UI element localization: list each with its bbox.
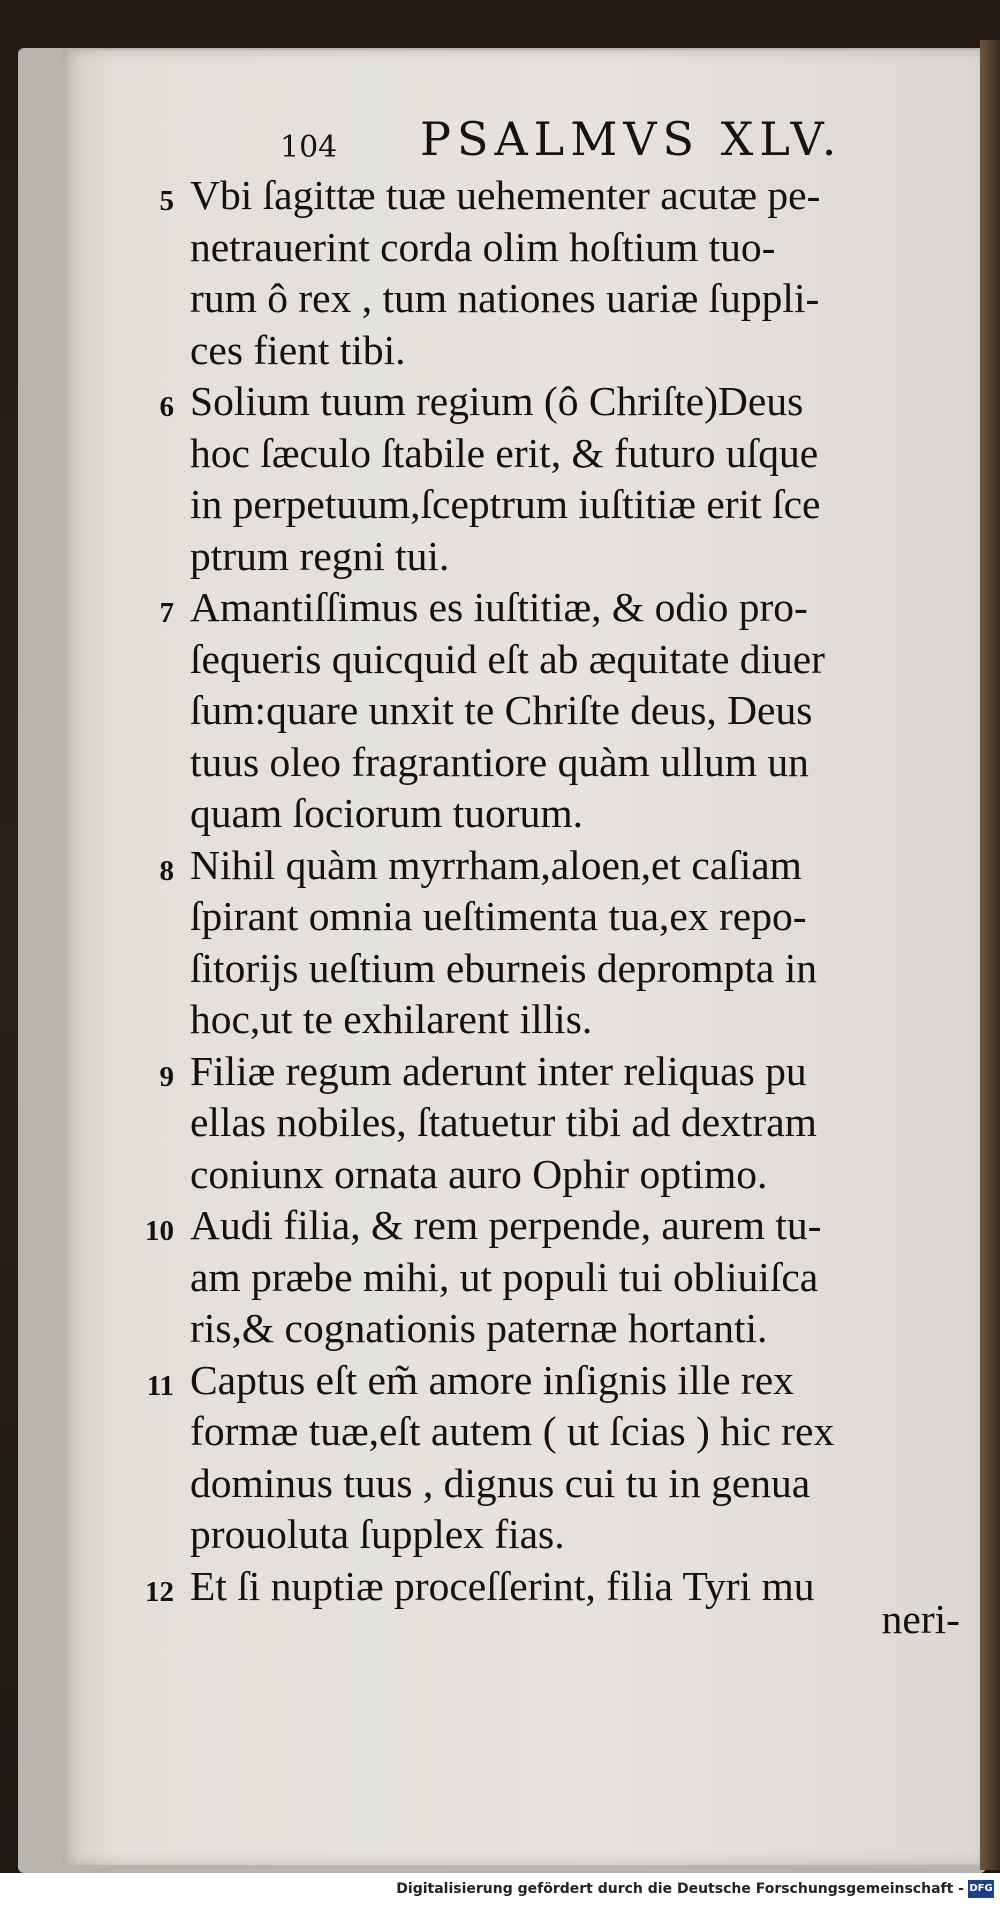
verse-line: ſpirant omnia ueſtimenta tua,ex repo- [190, 893, 807, 939]
verse-line: Captus eſt em̃ amore inſignis ille rex [190, 1356, 794, 1403]
verse-line: ris,& cognationis paternæ hortanti. [190, 1305, 768, 1351]
verse-number: 10 [145, 1215, 174, 1247]
verse-line: ces fient tibi. [190, 326, 406, 373]
verse-line: Nihil quàm myrrham,aloen,et caſiam [190, 841, 802, 888]
verse-line: Filiæ regum aderunt inter reliquas pu [190, 1047, 807, 1094]
verse-8 [159, 840, 980, 1046]
book-edge [980, 40, 1000, 1870]
verse-line: ſequeris quicquid eſt ab æquitate diuer [190, 635, 826, 682]
verse-line: Vbi ſagittæ tuæ uehementer acutæ pe- [190, 172, 821, 218]
verse-number: 9 [159, 1060, 174, 1093]
verse-6 [159, 376, 980, 582]
verse-line: in perpetuum,ſceptrum iuſtitiæ erit ſce [190, 481, 821, 527]
verse-line: Amantiſſimus es iuſtitiæ, & odio pro- [190, 584, 808, 630]
verse-line: Et ſi nuptiæ proceſſerint, filia Tyri mu [190, 1562, 815, 1609]
verse-number: 5 [159, 185, 174, 217]
verse-line: rum ô rex , tum nationes uariæ ſuppli- [190, 275, 820, 321]
verse-12 [145, 1561, 980, 1613]
verse-5 [159, 170, 980, 376]
verse-line: ſitorijs ueſtium eburneis deprompta in [190, 944, 817, 991]
verse-11 [146, 1355, 980, 1561]
verse-line: dominus tuus , dignus cui tu in genua [190, 1459, 811, 1506]
verse-line: am præbe mihi, ut populi tui obliuiſca [190, 1253, 819, 1300]
page-title: PSALMVS XLV. [420, 112, 843, 166]
verse-number: 8 [159, 854, 174, 887]
verse-line: hoc,ut te exhilarent illis. [190, 996, 593, 1042]
running-head [280, 112, 900, 172]
catchword: neri- [881, 1596, 960, 1642]
verse-line: Solium tuum regium (ô Chriſte)Deus [190, 378, 804, 424]
verse-line: tuus oleo fragrantiore quàm ullum un [190, 738, 809, 785]
verse-line: ptrum regni tui. [190, 532, 450, 579]
verse-line: hoc ſæculo ſtabile erit, & futuro uſque [190, 429, 819, 476]
verse-line: ſum:quare unxit te Chriſte deus, Deus [190, 687, 813, 733]
verse-line: prouoluta ſupplex fias. [190, 1511, 565, 1557]
verse-9 [159, 1046, 980, 1201]
verse-number: 6 [159, 391, 174, 423]
dfg-logo-icon: DFG [968, 1880, 994, 1898]
verse-line: netrauerint corda olim hoſtium tuo- [190, 223, 776, 270]
verse-number: 11 [146, 1369, 174, 1402]
verse-number: 7 [159, 597, 174, 629]
verse-line: ellas nobiles, ſtatuetur tibi ad dextram [190, 1099, 817, 1145]
page-number: 104 [280, 130, 338, 165]
digitization-footer [0, 1873, 1000, 1907]
verse-line: Audi filia, & rem perpende, aurem tu- [190, 1202, 822, 1248]
verse-line: quam ſociorum tuorum. [190, 790, 584, 836]
verse-line: formæ tuæ,eſt autem ( ut ſcias ) hic rex [190, 1408, 835, 1454]
verse-10 [145, 1200, 980, 1355]
verse-line: coniunx ornata auro Ophir optimo. [190, 1150, 768, 1197]
verse-7 [159, 582, 980, 840]
footer-credit: Digitalisierung gefördert durch die Deutsche Forschungsgemeinschaft - [396, 1881, 964, 1897]
verse-list [145, 170, 980, 1612]
verse-number: 12 [145, 1575, 174, 1608]
